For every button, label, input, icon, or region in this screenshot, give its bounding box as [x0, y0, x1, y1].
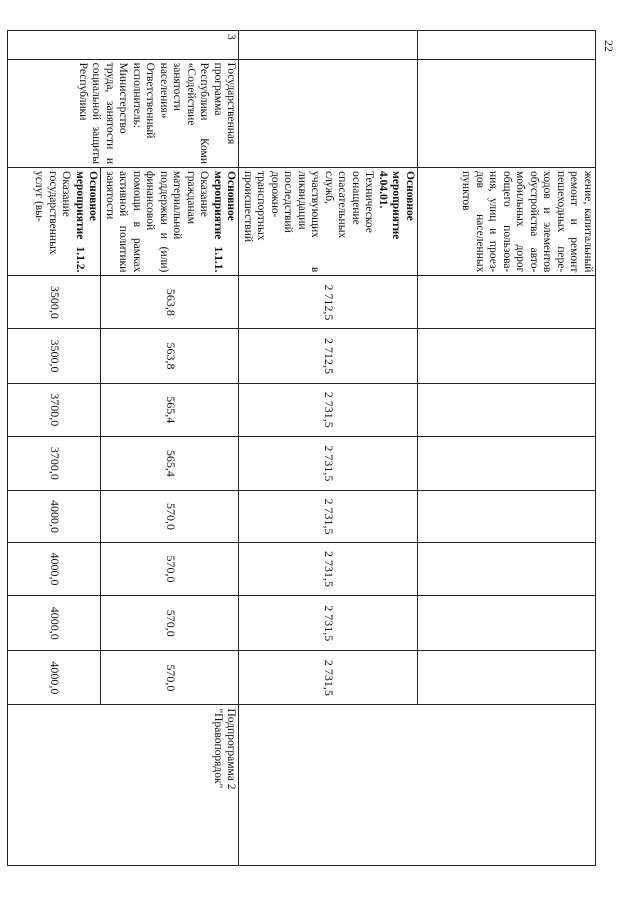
page-number: 22: [602, 40, 616, 52]
program-cell: [418, 59, 596, 167]
value-cell: 570,0: [101, 651, 239, 705]
value-cell: [418, 436, 596, 490]
subprogram-empty-cell: [239, 705, 596, 866]
value-cell: 3700,0: [8, 436, 101, 490]
program-table: [8, 30, 597, 866]
value-cell: [418, 383, 596, 436]
activity-text: Техническое оснащение спасательных служб, участвующих в ликвидации последствий дорожно-транспортных происшествий: [242, 171, 376, 273]
row-number-cell: [418, 31, 596, 60]
activity-title: Основное мероприятие 4.04.01.: [377, 171, 416, 240]
value-cell: 570,0: [101, 490, 239, 542]
row-number-cell: 3: [8, 31, 239, 60]
value-cell: 2 731,5: [239, 596, 418, 651]
value-cell: 4000,0: [8, 542, 101, 595]
value-cell: 570,0: [101, 542, 239, 595]
value-cell: 565,4: [101, 436, 239, 490]
table-row-3: [101, 31, 239, 866]
activity-title: Основное мероприятие 1.1.1.: [212, 171, 238, 273]
activity-cell: [8, 168, 101, 276]
activity-title: Основное мероприятие 1.1.2.: [74, 171, 100, 273]
value-cell: 563,8: [101, 276, 239, 329]
activity-cell: жение, капитальный ремонт и ремонт пешеходных пере-ходов и элементов обустройства авто-мобильных дорог общего пользова-ния, улиц и проез-дов населенных пунктов: [418, 168, 596, 276]
subprogram-cell: Подпрограмма 2 "Правопорядок": [8, 705, 239, 866]
table-row-continuation: [418, 31, 596, 866]
value-cell: 565,4: [101, 383, 239, 436]
activity-cell: [239, 168, 418, 276]
value-cell: [418, 276, 596, 329]
value-cell: 2 731,5: [239, 651, 418, 705]
value-cell: 4000,0: [8, 596, 101, 651]
value-cell: 2 731,5: [239, 436, 418, 490]
activity-text: Оказание государственных услуг (вы-: [33, 171, 73, 255]
value-cell: 4000,0: [8, 651, 101, 705]
value-cell: [418, 542, 596, 595]
program-cell: Государственная программа Республики Коми «Содействие занятости населения» Ответственный исполнитель: Министерство труда, занятости и социальной защиты Республики: [8, 59, 239, 167]
program-cell: [239, 59, 418, 167]
row-number-cell: [239, 31, 418, 60]
value-cell: 2 731,5: [239, 383, 418, 436]
value-cell: 3500,0: [8, 329, 101, 383]
value-cell: 2 712,5: [239, 276, 418, 329]
rotated-table-container: [33, 30, 596, 866]
value-cell: 563,8: [101, 329, 239, 383]
activity-cell: [101, 168, 239, 276]
value-cell: [418, 329, 596, 383]
value-cell: [418, 651, 596, 705]
value-cell: [418, 596, 596, 651]
activity-text: Оказание гражданам материальной поддержки и (или) финансовой помощи в рамках активной политики занятости: [104, 171, 211, 273]
value-cell: [418, 490, 596, 542]
value-cell: 3500,0: [8, 276, 101, 329]
value-cell: 2 731,5: [239, 490, 418, 542]
value-cell: 570,0: [101, 596, 239, 651]
value-cell: 3700,0: [8, 383, 101, 436]
value-cell: 2 712,5: [239, 329, 418, 383]
value-cell: 4000,0: [8, 490, 101, 542]
value-cell: 2 731,5: [239, 542, 418, 595]
